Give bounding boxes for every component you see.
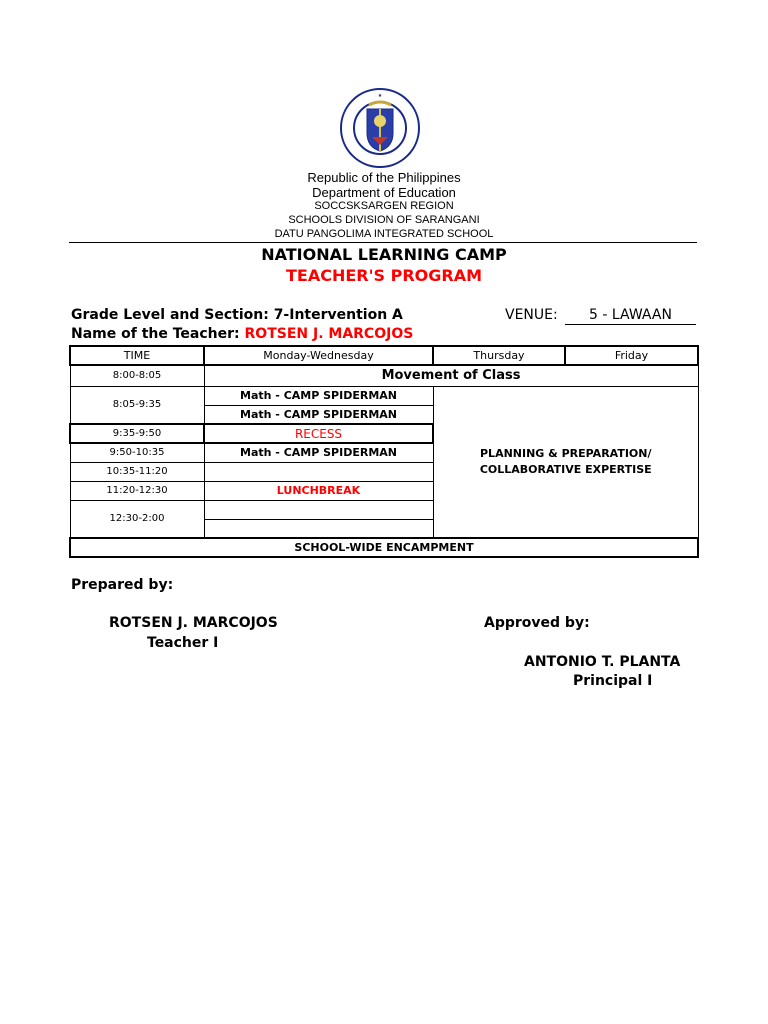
time-cell: 12:30-2:00 xyxy=(70,500,204,538)
header-school: DATU PANGOLIMA INTEGRATED SCHOOL xyxy=(274,228,494,240)
header-friday: Friday xyxy=(565,346,698,365)
grade-level-value: 7-Intervention A xyxy=(273,307,403,323)
teacher-name-value: ROTSEN J. MARCOJOS xyxy=(244,326,414,342)
preparer-title: Teacher I xyxy=(147,635,219,651)
header-department: Department of Education xyxy=(312,185,456,200)
header-time: TIME xyxy=(70,346,204,365)
activity-cell xyxy=(204,500,433,519)
table-row xyxy=(70,365,698,386)
activity-cell xyxy=(204,519,433,538)
venue-value: 5 - LAWAAN xyxy=(565,307,696,325)
grade-level-label xyxy=(71,307,403,323)
prepared-by-label: Prepared by: xyxy=(71,577,174,593)
header-mon-wed: Monday-Wednesday xyxy=(204,346,433,365)
activity-cell: Math - CAMP SPIDERMAN xyxy=(204,386,433,405)
activity-cell: Math - CAMP SPIDERMAN xyxy=(204,405,433,424)
header-divider xyxy=(69,242,697,243)
recess-cell: RECESS xyxy=(204,424,433,443)
lunchbreak-cell: LUNCHBREAK xyxy=(204,481,433,500)
planning-cell xyxy=(433,386,698,538)
schedule-table xyxy=(69,345,699,558)
school-wide-encampment-cell: SCHOOL-WIDE ENCAMPMENT xyxy=(70,538,698,557)
table-header-row xyxy=(70,346,698,365)
teacher-name-row xyxy=(71,326,413,342)
planning-line-1: PLANNING & PREPARATION/ xyxy=(480,446,652,460)
svg-text:★: ★ xyxy=(377,93,383,99)
grade-overflow-mask xyxy=(430,305,510,327)
page-title: NATIONAL LEARNING CAMP xyxy=(261,245,507,264)
approved-by-label: Approved by: xyxy=(484,615,590,631)
table-footer-row xyxy=(70,538,698,557)
header-republic: Republic of the Philippines xyxy=(307,170,461,185)
deped-seal-logo xyxy=(339,87,421,169)
time-cell: 8:00-8:05 xyxy=(70,365,204,386)
approver-name: ANTONIO T. PLANTA xyxy=(524,654,681,670)
table-row xyxy=(70,386,698,405)
time-cell: 11:20-12:30 xyxy=(70,481,204,500)
header-region: SOCCSKSARGEN REGION xyxy=(314,200,454,212)
preparer-name: ROTSEN J. MARCOJOS xyxy=(109,615,278,631)
time-cell: 8:05-9:35 xyxy=(70,386,204,424)
page-subtitle: TEACHER'S PROGRAM xyxy=(285,266,482,285)
teacher-label: Name of the Teacher: xyxy=(71,326,240,342)
venue-label: VENUE: xyxy=(505,307,558,323)
approver-title: Principal I xyxy=(573,673,653,689)
time-cell: 10:35-11:20 xyxy=(70,462,204,481)
planning-line-2: COLLABORATIVE EXPERTISE xyxy=(479,462,652,476)
time-cell: 9:50-10:35 xyxy=(70,443,204,462)
grade-level-label-text: Grade Level and Section: xyxy=(71,307,269,323)
activity-cell: Math - CAMP SPIDERMAN xyxy=(204,443,433,462)
header-thursday: Thursday xyxy=(433,346,565,365)
activity-cell: Movement of Class xyxy=(204,365,698,386)
header-division: SCHOOLS DIVISION OF SARANGANI xyxy=(288,214,480,226)
time-cell: 9:35-9:50 xyxy=(70,424,204,443)
activity-cell xyxy=(204,462,433,481)
